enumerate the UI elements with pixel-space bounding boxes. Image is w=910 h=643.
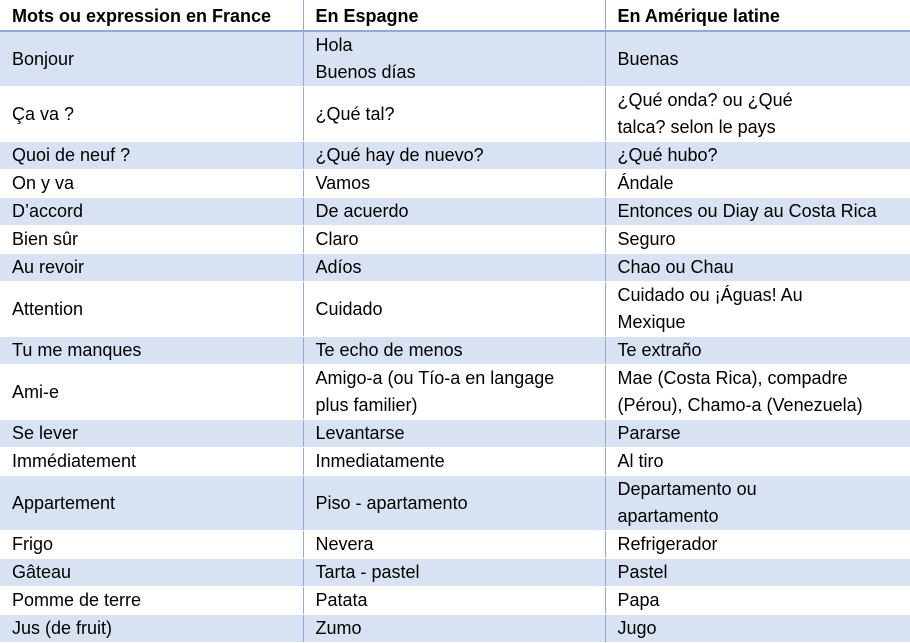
cell-text: Bien sûr xyxy=(12,229,79,249)
table-row xyxy=(0,254,910,282)
cell-text: Ami-e xyxy=(12,381,60,402)
header-spain: En Espagne xyxy=(303,0,605,31)
cell-spain xyxy=(303,476,605,531)
cell-text: Ça va ? xyxy=(12,103,75,124)
cell-spain xyxy=(303,31,605,87)
cell-spain xyxy=(303,559,605,587)
table-row xyxy=(0,142,910,170)
cell-latin-america xyxy=(605,87,910,142)
cell-text: Pastel xyxy=(617,562,668,582)
cell-france xyxy=(0,170,303,198)
cell-latin-america xyxy=(605,615,910,643)
cell-spain xyxy=(303,531,605,559)
cell-text: Appartement xyxy=(12,492,116,513)
cell-spain xyxy=(303,337,605,365)
table-body xyxy=(0,31,910,643)
cell-france xyxy=(0,587,303,615)
table-row xyxy=(0,531,910,559)
table-row xyxy=(0,87,910,142)
cell-text: Vamos xyxy=(315,173,371,193)
cell-text: Adíos xyxy=(315,257,362,277)
cell-france xyxy=(0,282,303,337)
cell-text: Frigo xyxy=(12,534,54,554)
cell-latin-america xyxy=(605,226,910,254)
cell-text: Pomme de terre xyxy=(12,590,142,610)
cell-france xyxy=(0,87,303,142)
cell-spain xyxy=(303,142,605,170)
cell-france xyxy=(0,337,303,365)
cell-text: Inmediatamente xyxy=(315,451,445,471)
cell-text: Te echo de menos xyxy=(315,340,463,360)
cell-text: ¿Qué tal? xyxy=(315,103,395,124)
cell-text: Levantarse xyxy=(315,423,405,443)
cell-text: Attention xyxy=(12,298,84,319)
cell-latin-america xyxy=(605,198,910,226)
cell-text: Piso - apartamento xyxy=(315,492,468,513)
cell-text: Jugo xyxy=(617,618,657,638)
header-row xyxy=(0,0,910,31)
table-row xyxy=(0,420,910,448)
table-row xyxy=(0,615,910,643)
cell-text: Nevera xyxy=(315,534,374,554)
cell-latin-america xyxy=(605,142,910,170)
cell-text: Quoi de neuf ? xyxy=(12,145,131,165)
cell-spain xyxy=(303,198,605,226)
cell-text: Entonces ou Diay au Costa Rica xyxy=(617,201,877,221)
table-header xyxy=(0,0,910,31)
header-france: Mots ou expression en France xyxy=(0,0,303,31)
cell-text: Te extraño xyxy=(617,340,702,360)
cell-text: ¿Qué hubo? xyxy=(617,145,718,165)
cell-text: Mae (Costa Rica), compadre (Pérou), Chamo-a (Venezuela) xyxy=(617,368,863,415)
table-row xyxy=(0,226,910,254)
cell-latin-america xyxy=(605,31,910,87)
cell-text: Ándale xyxy=(617,173,674,193)
table-row xyxy=(0,337,910,365)
cell-text: D’accord xyxy=(12,201,84,221)
cell-text: Chao ou Chau xyxy=(617,257,734,277)
cell-text: Tu me manques xyxy=(12,340,142,360)
cell-text: Cuidado ou ¡Águas! Au Mexique xyxy=(617,285,803,332)
cell-text: Al tiro xyxy=(617,451,664,471)
cell-text: Au revoir xyxy=(12,257,85,277)
cell-france xyxy=(0,31,303,87)
cell-text: Immédiatement xyxy=(12,451,137,471)
cell-text: Jus (de fruit) xyxy=(12,618,113,638)
cell-latin-america xyxy=(605,254,910,282)
cell-text: Seguro xyxy=(617,229,676,249)
table-row xyxy=(0,559,910,587)
table-row xyxy=(0,31,910,87)
cell-latin-america xyxy=(605,531,910,559)
cell-spain xyxy=(303,170,605,198)
cell-spain xyxy=(303,282,605,337)
cell-text: Departamento ou apartamento xyxy=(617,479,757,526)
cell-spain xyxy=(303,448,605,476)
cell-text: Bonjour xyxy=(12,48,75,69)
table-row xyxy=(0,282,910,337)
cell-latin-america xyxy=(605,448,910,476)
cell-text: Papa xyxy=(617,590,660,610)
cell-latin-america xyxy=(605,587,910,615)
cell-text: Claro xyxy=(315,229,359,249)
cell-text: Zumo xyxy=(315,618,362,638)
table-row xyxy=(0,198,910,226)
cell-france xyxy=(0,615,303,643)
cell-text: Buenas xyxy=(617,48,679,69)
table-row xyxy=(0,365,910,420)
cell-spain xyxy=(303,254,605,282)
cell-text: On y va xyxy=(12,173,75,193)
table-row xyxy=(0,170,910,198)
header-latin-america: En Amérique latine xyxy=(605,0,910,31)
cell-text: Refrigerador xyxy=(617,534,718,554)
cell-text: Gâteau xyxy=(12,562,72,582)
cell-spain xyxy=(303,365,605,420)
cell-france xyxy=(0,142,303,170)
table-row xyxy=(0,587,910,615)
cell-latin-america xyxy=(605,559,910,587)
cell-text: Cuidado xyxy=(315,298,383,319)
cell-latin-america xyxy=(605,365,910,420)
cell-france xyxy=(0,420,303,448)
cell-france xyxy=(0,476,303,531)
cell-text: ¿Qué onda? ou ¿Qué talca? selon le pays xyxy=(617,90,793,137)
cell-latin-america xyxy=(605,476,910,531)
cell-spain xyxy=(303,587,605,615)
cell-france xyxy=(0,531,303,559)
cell-france xyxy=(0,254,303,282)
cell-france xyxy=(0,198,303,226)
cell-spain xyxy=(303,226,605,254)
cell-text: Se lever xyxy=(12,423,79,443)
cell-text: Patata xyxy=(315,590,368,610)
cell-text: ¿Qué hay de nuevo? xyxy=(315,145,484,165)
cell-latin-america xyxy=(605,282,910,337)
cell-france xyxy=(0,226,303,254)
cell-text: Tarta - pastel xyxy=(315,562,420,582)
cell-france xyxy=(0,448,303,476)
cell-france xyxy=(0,365,303,420)
cell-latin-america xyxy=(605,170,910,198)
cell-text: Hola Buenos días xyxy=(315,35,416,82)
cell-latin-america xyxy=(605,420,910,448)
cell-spain xyxy=(303,420,605,448)
cell-latin-america xyxy=(605,337,910,365)
cell-spain xyxy=(303,615,605,643)
cell-text: Amigo-a (ou Tío-a en langage plus familier) xyxy=(315,368,555,415)
table-row xyxy=(0,448,910,476)
cell-text: De acuerdo xyxy=(315,201,409,221)
cell-france xyxy=(0,559,303,587)
cell-spain xyxy=(303,87,605,142)
table-row xyxy=(0,476,910,531)
cell-text: Pararse xyxy=(617,423,681,443)
